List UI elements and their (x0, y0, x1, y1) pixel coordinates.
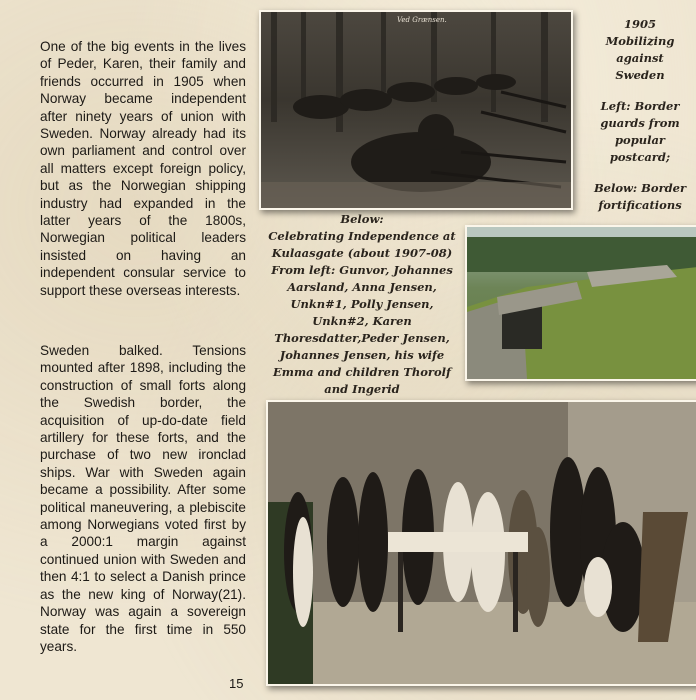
border-guards-illustration (261, 12, 571, 208)
caption-line: Mobilizing (605, 34, 675, 48)
caption-line: Emma and children Thorolf (273, 365, 451, 379)
caption-line: Aarsland, Anna Jensen, (287, 280, 437, 294)
caption-line: Left: Border (600, 99, 680, 113)
border-fortification-photo (465, 225, 696, 381)
caption-line: Celebrating Independence at (268, 229, 456, 243)
caption-line: Kulaasgate (about 1907-08) (271, 246, 453, 260)
caption-line: popular (615, 133, 665, 147)
caption-line: fortifications (598, 198, 682, 212)
page-number: 15 (229, 676, 244, 691)
celebration-caption (262, 211, 462, 398)
caption-line: postcard; (609, 150, 671, 164)
caption-line: Johannes Jensen, his wife (279, 348, 445, 362)
fortification-illustration (467, 227, 696, 379)
family-group-illustration (268, 402, 696, 684)
mobilizing-caption (588, 16, 692, 214)
caption-year: 1905 (623, 17, 656, 31)
caption-line: Unkn#2, Karen (312, 314, 412, 328)
caption-line: Below: Border (593, 181, 687, 195)
body-paragraph-2: Sweden balked. Tensions mounted after 1898, including the construction of small forts along the Swedish border, the acquisition of up-do-date field artillery for these forts, and the purchase of two new ironclad ships. War with Sweden again became a possibility. After some political maneuvering, a plebiscite among Norwegians voted first by a 2000:1 margin against continued union with Sweden and then 4:1 to select a Danish prince as the new king of Norway(21). Norway was again a sovereign state for the first time in 550 years. (40, 343, 246, 654)
caption-line: Below: (340, 212, 384, 226)
caption-line: Thoresdatter,Peder Jensen, (274, 331, 450, 345)
independence-celebration-photo (266, 400, 696, 686)
caption-line: against (616, 51, 664, 65)
caption-line: Unkn#1, Polly Jensen, (290, 297, 434, 311)
caption-line: guards from (600, 116, 680, 130)
caption-line: and Ingerid (324, 382, 400, 396)
postcard-caption: Ved Grænsen. (397, 16, 447, 24)
caption-line: Sweden (615, 68, 665, 82)
body-paragraph-1: One of the big events in the lives of Peder, Karen, their family and friends occurred in 1905 when Norway became independent after ninety years of union with Sweden. Norway already had its own parliament and control over all matters except foreign policy, but as the Norwegian shipping industry had expanded in the latter years of the 1800s, Norwegian political leaders insisted on having an independent consular service to support these overseas interests. (40, 39, 246, 298)
border-guards-photo (259, 10, 573, 210)
caption-line: From left: Gunvor, Johannes (271, 263, 453, 277)
